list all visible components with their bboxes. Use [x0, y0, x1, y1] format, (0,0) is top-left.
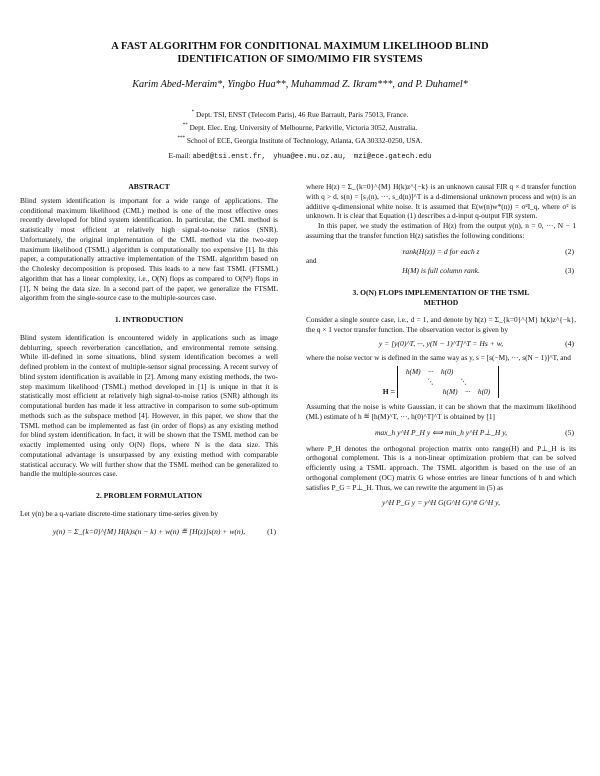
matrix-row: ⋱ ⋱ — [405, 377, 467, 387]
equation-4-number: (4) — [565, 338, 574, 348]
affiliation-mark: ** — [182, 123, 188, 128]
email-label: E-mail: — [168, 151, 191, 160]
paper-title — [40, 40, 560, 66]
affiliation-3 — [40, 136, 560, 145]
matrix-H — [306, 366, 576, 398]
email-address: abed@tsi.enst.fr, — [192, 153, 266, 161]
email-address: yhua@ee.mu.oz.au, — [273, 153, 347, 161]
matrix-row: h(M) ··· h(0) — [405, 387, 491, 397]
problem-heading: 2. PROBLEM FORMULATION — [96, 491, 202, 500]
equation-4 — [306, 339, 576, 349]
abstract-heading: ABSTRACT — [128, 182, 170, 191]
equation-2-number: (2) — [565, 246, 574, 256]
section3-heading — [306, 288, 576, 308]
matrix-label: H = — [382, 387, 395, 397]
email-line — [40, 151, 560, 161]
equation-1-body: y(n) = Σ_{k=0}^{M} H(k)s(n − k) + w(n) ≝ [H(z)]s(n) + w(n), — [52, 526, 246, 536]
right-paragraph-4: where the noise vector w is defined in the same way as y, s = [s(−M), ···, s(N − 1)]^T, and — [306, 352, 571, 362]
equation-3 — [306, 266, 576, 276]
affiliation-mark: *** — [177, 136, 185, 141]
equation-2-body: rank(H(z)) = d for each z — [402, 246, 480, 256]
equation-4-body: y = [y(0)^T, ···, y(N − 1)^T]^T = Hs + w, — [378, 338, 504, 348]
right-paragraph-2: In this paper, we study the estimation of H(z) from the output y(n), n = 0, ···, N − 1 assuming that the transfer function H(z) satisfies the following conditions: — [306, 221, 576, 240]
equation-5-number: (5) — [565, 427, 574, 437]
equation-6 — [306, 498, 576, 508]
affiliation-text: Dept. TSI, ENST (Telecom Paris), 46 Rue Barrault, Paris 75013, France. — [195, 110, 409, 119]
affiliation-text: Dept. Elec. Eng. University of Melbourne, Parkville, Victoria 3052, Australia. — [189, 123, 418, 132]
author-list: Karim Abed-Meraim*, Yingbo Hua**, Muhammad Z. Ikram***, and P. Duhamel* — [132, 79, 468, 90]
problem-text: Let y(n) be a q-variate discrete-time stationary time-series given by — [20, 508, 218, 518]
equation-5-body: max_h y^H P_H y ⟺ min_h y^H P⊥_H y, — [374, 427, 508, 437]
and-text: and — [306, 256, 317, 266]
email-address: mzi@ece.gatech.edu — [353, 153, 432, 161]
affiliation-mark: * — [191, 110, 195, 115]
section3-heading-line-1: 3. O(N) FLOPS IMPLEMENTATION OF THE TSML — [352, 287, 530, 297]
left-column — [20, 182, 278, 536]
matrix-row: h(M) ··· h(0) — [405, 367, 454, 377]
intro-text: Blind system identification is encountered widely in applications such as image deblurring, speech reverberation cancellation, and environmental remote sensing. While ill-defined in some situations, blind system identification becomes a well defined problem in the context of multiple-sensor signal processing. A recent survey of blind system identification is available in [2]. Among many existing methods, the two-step maximum likelihood (TSML) method developed in [1] is unique in that it is statistically most efficient at relatively high signal-to-noise ratios (SNR) although its computational burden has made it less attractive in comparison to some sub-optimum methods such as the subspace method [4]. However, in this paper, we show that the TSML method can be implemented as fast (in order of flops) as any existing method for blind system identification. In fact, it will be shown that the TSML method can be exactly implemented using only O(N) flops, where N is the data size. This computational advantage is unsurpassed by any existing method with comparable statistical accuracy. We will further show that the TSML method can be generalized to handle the multiple-sources case. — [20, 332, 278, 479]
affiliation-2 — [40, 123, 560, 132]
equation-3-number: (3) — [565, 266, 574, 275]
intro-heading: 1. INTRODUCTION — [114, 315, 184, 324]
title-line-2: IDENTIFICATION OF SIMO/MIMO FIR SYSTEMS — [177, 54, 423, 65]
right-paragraph-1: where H(z) = Σ_{k=0}^{M} H(k)z^{−k} is an unknown causal FIR q × d transfer function with q > d, s(n) = [s₁(n), ···, s_d(n)]^T is a d-dimensional unknown process and w(n) is an additive q-dimensional white noise. It is assumed that E(w(n)w*(n)) = σ²I_q, where σ² is unknown. It is clear that Equation (1) describes a d-input q-output FIR system. — [306, 182, 576, 221]
equation-1-number: (1) — [267, 526, 276, 536]
right-paragraph-6: where P_H denotes the orthogonal projection matrix onto range(H) and P⊥_H is its orthogonal complement. This is a non-linear optimization problem that can be solved efficiently using a TSML approach. The TSML algorithm is based on the use of an orthogonal complement (OC) matrix G whose entries are linear functions of h and which satisfies P_G = P⊥_H. Thus, we can rewrite the argument in (5) as — [306, 443, 576, 492]
abstract-text: Blind system identification is important for a wide range of applications. The conditional maximum likelihood (CML) method is one of the most effective ones recently developed for blind system identification. In particular, the CML method is statistically most efficient at relatively high signal-to-noise ratios (SNR). Unfortunately, the original implementation of the CML method via the two-step maximum likelihood (TSML) algorithm is computationally too expensive [1]. In this paper, a computationally attractive implementation of the TSML algorithm based on the Cholesky decomposition is proposed. This leads to a new fast TSML (FTSML) algorithm that has a linear complexity, i.e., O(N) flops as compared to O(N³) flops in [1], N being the data size. In a second part of the paper, we generalize the FTSML algorithm from the single-source case to the multiple-sources case. — [20, 195, 278, 303]
right-paragraph-5: Assuming that the noise is white Gaussian, it can be shown that the maximum likelihood (ML) estimate of h ≝ [h(M)^T, ···, h(0)^T]^T is obtained by [1] — [306, 402, 576, 421]
right-column — [306, 182, 576, 508]
equation-2 — [306, 247, 576, 257]
equation-3-body: H(M) is full column rank. — [402, 266, 480, 275]
section3-heading-line-2: METHOD — [423, 297, 459, 307]
title-line-1: A FAST ALGORITHM FOR CONDITIONAL MAXIMUM LIKELIHOOD BLIND — [111, 41, 489, 52]
affiliation-1 — [40, 110, 560, 119]
matrix-body — [397, 366, 499, 398]
right-paragraph-3: Consider a single source case, i.e., d = 1, and denote by h(z) = Σ_{k=0}^{M} h(k)z^{−k}, the q × 1 vector transfer function. The observation vector is given by — [306, 315, 576, 334]
equation-6-body: y^H P_G y = y^H G(G^H G)^# G^H y, — [382, 498, 500, 508]
equation-1 — [20, 527, 278, 537]
equation-5 — [306, 428, 576, 438]
affiliation-text: School of ECE, Georgia Institute of Technology, Atlanta, GA 30332-0250, USA. — [186, 136, 423, 145]
